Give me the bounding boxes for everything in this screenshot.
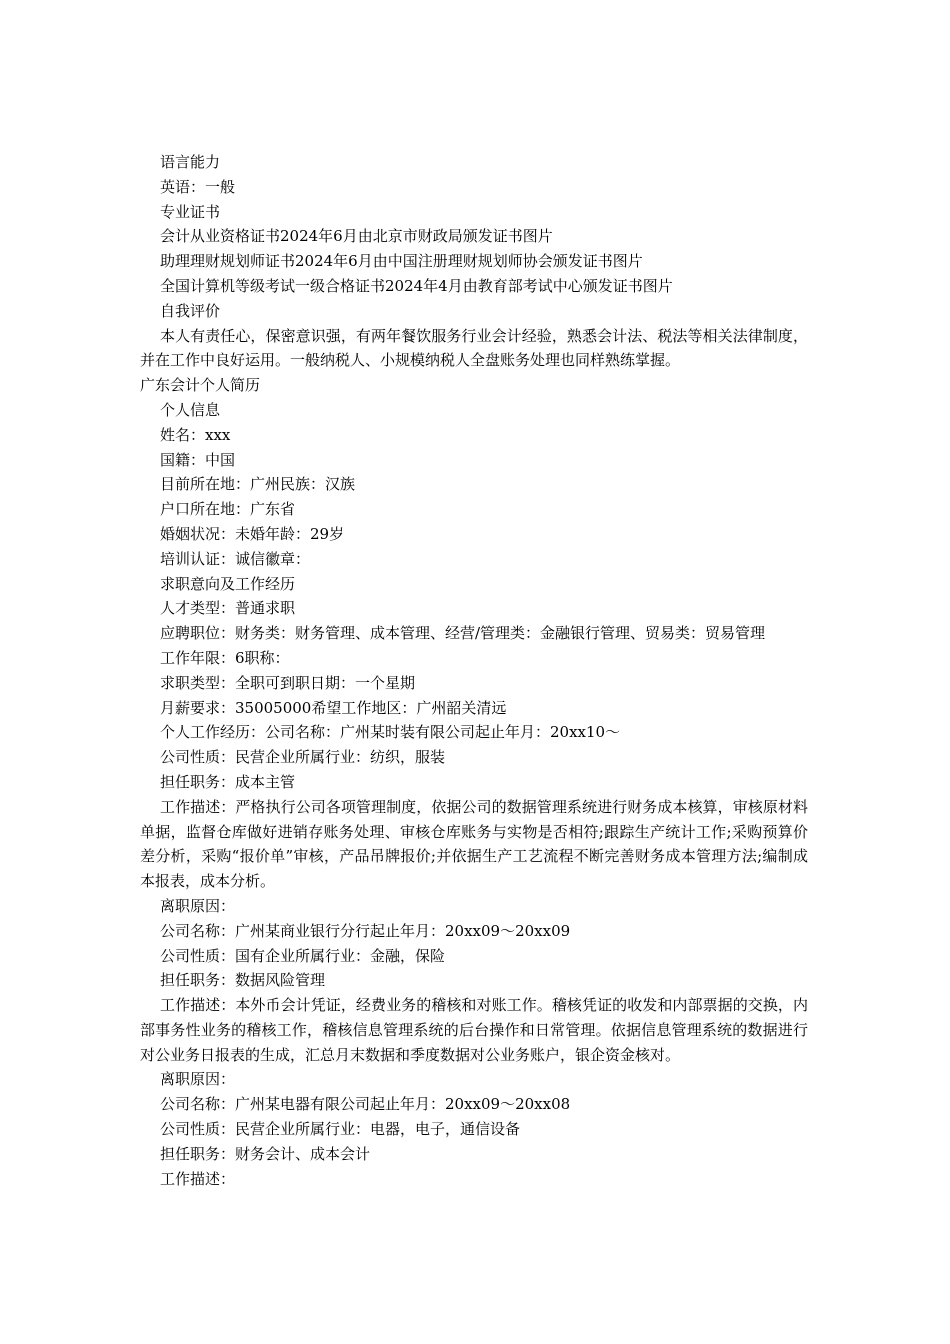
text-line-leave-reason-2: 离职原因： bbox=[160, 1070, 236, 1089]
text-line-name: 姓名：xxx bbox=[160, 425, 231, 444]
text-line-training: 培训认证：诚信徽章： bbox=[160, 549, 311, 568]
text-line-company-3: 公司名称：广州某电器有限公司起止年月：20xx09～20xx08 bbox=[160, 1095, 571, 1114]
text-line-job-description-3: 工作描述： bbox=[160, 1169, 236, 1188]
paragraph-job-description-1: 工作描述：严格执行公司各项管理制度，依据公司的数据管理系统进行财务成本核算，审核原材料单据，监督仓库做好进销存账务处理、审核仓库账务与实物是否相符;跟踪生产统计工作;采购预算价差分析，采购“报价单”审核，产品吊牌报价;并依据生产工艺流程不断完善财务成本管理方法;编制成本报表，成本分析。 bbox=[140, 797, 808, 891]
text-line-household: 户口所在地：广东省 bbox=[160, 500, 296, 519]
text-line-company-nature-1: 公司性质：民营企业所属行业：纺织，服装 bbox=[160, 748, 446, 767]
section-heading-certificates: 专业证书 bbox=[160, 202, 221, 221]
text-line-job-type: 求职类型：全职可到职日期：一个星期 bbox=[160, 673, 416, 692]
text-line-talent-type: 人才类型：普通求职 bbox=[160, 599, 296, 618]
text-line-leave-reason-1: 离职原因： bbox=[160, 896, 236, 915]
text-line-location: 目前所在地：广州民族：汉族 bbox=[160, 475, 356, 494]
section-heading-personal-info: 个人信息 bbox=[160, 400, 221, 419]
text-line-cert-accounting: 会计从业资格证书2024年6月由北京市财政局颁发证书图片 bbox=[160, 227, 553, 246]
text-line-nationality: 国籍：中国 bbox=[160, 450, 236, 469]
paragraph-job-description-2: 工作描述：本外币会计凭证，经费业务的稽核和对账工作。稽核凭证的收发和内部票据的交换，内部事务性业务的稽核工作，稽核信息管理系统的后台操作和日常管理。依据信息管理系统的数据进行对公业务日报表的生成，汇总月末数据和季度数据对公业务账户，银企资金核对。 bbox=[140, 996, 808, 1064]
section-heading-job-intent: 求职意向及工作经历 bbox=[160, 574, 296, 593]
document-title: 广东会计个人简历 bbox=[140, 376, 261, 395]
text-line-duty-3: 担任职务：财务会计、成本会计 bbox=[160, 1144, 371, 1163]
text-line-cert-computer: 全国计算机等级考试一级合格证书2024年4月由教育部考试中心颁发证书图片 bbox=[160, 276, 673, 295]
section-heading-self-evaluation: 自我评价 bbox=[160, 301, 221, 320]
section-heading-language: 语言能力 bbox=[160, 153, 221, 171]
text-line-duty-2: 担任职务：数据风险管理 bbox=[160, 971, 326, 990]
text-line-salary: 月薪要求：35005000希望工作地区：广州韶关清远 bbox=[160, 698, 507, 717]
text-line-company-2: 公司名称：广州某商业银行分行起止年月：20xx09～20xx09 bbox=[160, 921, 571, 940]
text-line-years: 工作年限：6职称： bbox=[160, 648, 290, 667]
text-line-position: 应聘职位：财务类：财务管理、成本管理、经营/管理类：金融银行管理、贸易类：贸易管理 bbox=[160, 624, 766, 643]
text-line-company-nature-3: 公司性质：民营企业所属行业：电器，电子，通信设备 bbox=[160, 1120, 521, 1139]
text-line-cert-financial-planner: 助理理财规划师证书2024年6月由中国注册理财规划师协会颁发证书图片 bbox=[160, 252, 643, 271]
text-line-company-nature-2: 公司性质：国有企业所属行业：金融，保险 bbox=[160, 946, 446, 965]
document-page bbox=[0, 150, 950, 1191]
text-line-duty-1: 担任职务：成本主管 bbox=[160, 772, 296, 791]
paragraph-self-evaluation: 本人有责任心，保密意识强，有两年餐饮服务行业会计经验，熟悉会计法、税法等相关法律制度，并在工作中良好运用。一般纳税人、小规模纳税人全盘账务处理也同样熟练掌握。 bbox=[140, 326, 808, 370]
text-line-work-history-1: 个人工作经历：公司名称：广州某时装有限公司起止年月：20xx10～ bbox=[160, 723, 621, 742]
text-line-marital: 婚姻状况：未婚年龄：29岁 bbox=[160, 524, 345, 543]
text-line-english: 英语：一般 bbox=[160, 177, 236, 196]
